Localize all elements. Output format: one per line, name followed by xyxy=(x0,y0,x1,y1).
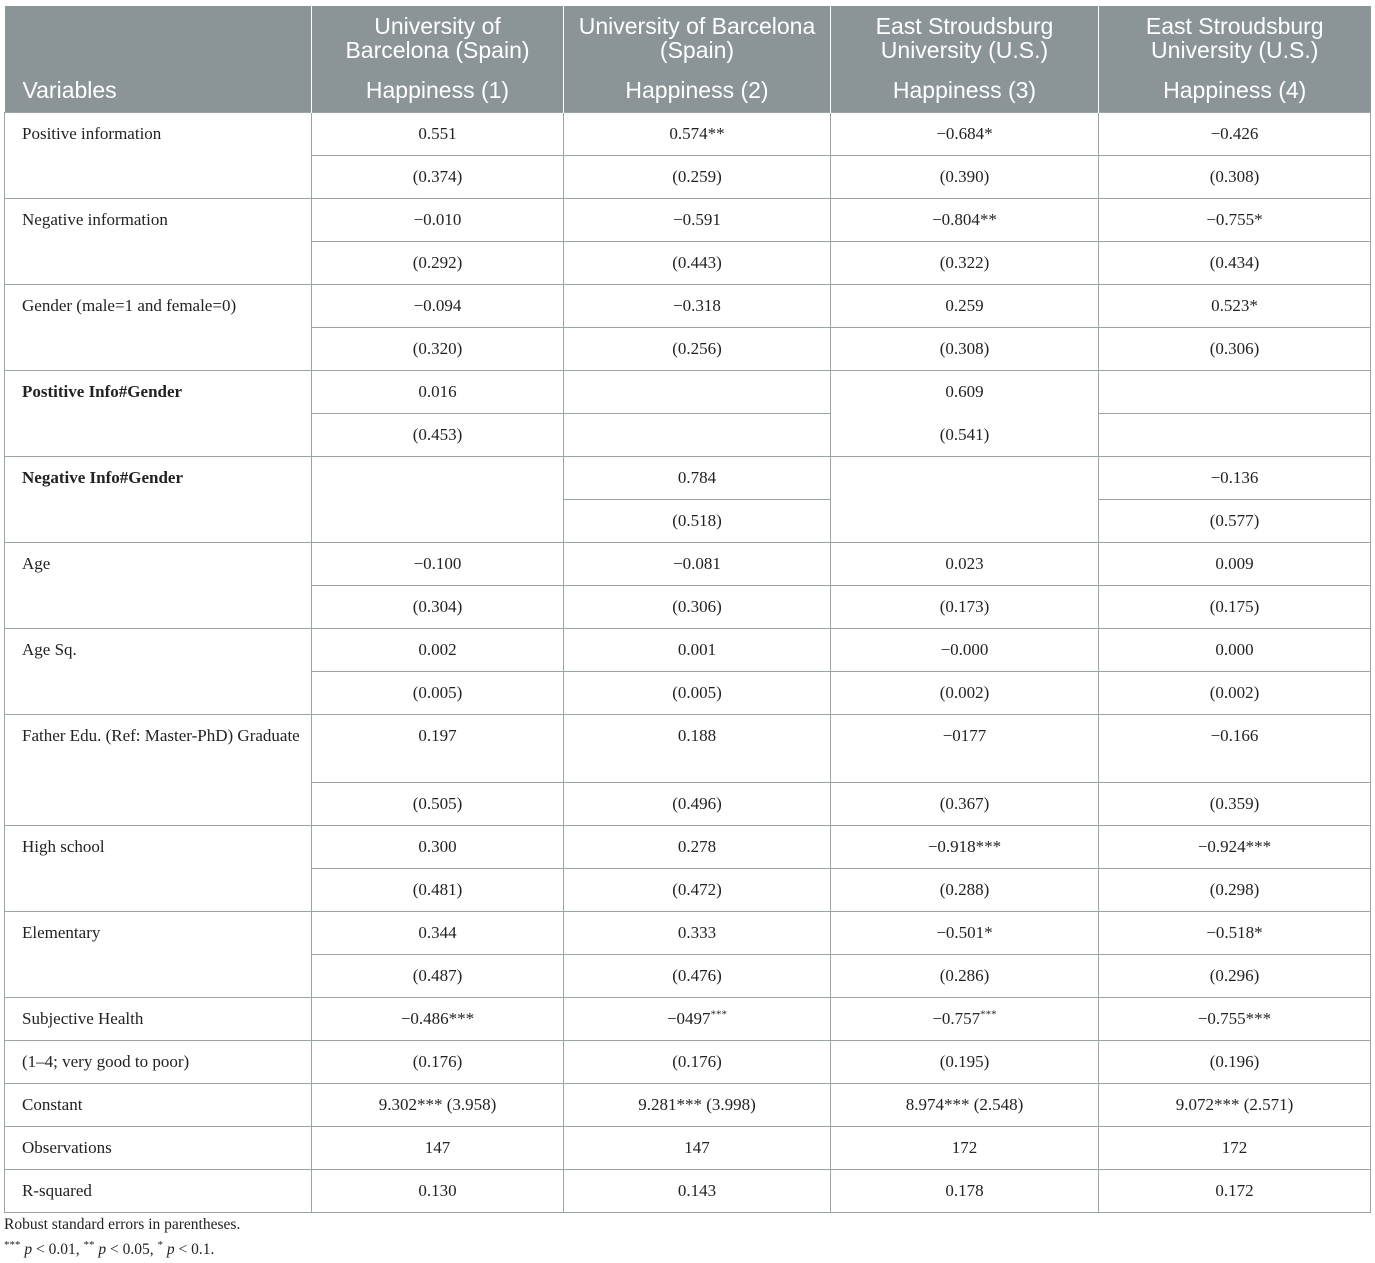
coef-cell: 0.344 xyxy=(312,912,564,955)
coef-cell: −0.000 xyxy=(831,629,1099,672)
coef-cell: 0.333 xyxy=(564,912,831,955)
regression-table-container xyxy=(4,6,1370,1213)
se-cell: (0.005) xyxy=(312,672,564,715)
row-label: Gender (male=1 and female=0) xyxy=(5,285,312,371)
se-cell: (0.476) xyxy=(564,955,831,998)
table-row xyxy=(5,629,1371,672)
coef-cell: −0.010 xyxy=(312,199,564,242)
se-cell: (0.259) xyxy=(564,156,831,199)
coef-cell: 0.023 xyxy=(831,543,1099,586)
coef-cell: −0177 xyxy=(831,715,1099,783)
se-cell: (0.518) xyxy=(564,500,831,543)
coef-cell xyxy=(831,457,1099,500)
coef-cell: −0.426 xyxy=(1099,113,1371,156)
coef-cell xyxy=(1099,371,1371,414)
table-row xyxy=(5,715,1371,783)
coef-cell: 0.523* xyxy=(1099,285,1371,328)
se-cell: (0.304) xyxy=(312,586,564,629)
se-cell: (0.195) xyxy=(831,1041,1099,1084)
value-cell: 0.143 xyxy=(564,1170,831,1213)
value-cell: 9.281*** (3.998) xyxy=(564,1084,831,1127)
se-cell: (0.298) xyxy=(1099,869,1371,912)
se-cell: (0.292) xyxy=(312,242,564,285)
coef-cell: −0.100 xyxy=(312,543,564,586)
row-label: Positive information xyxy=(5,113,312,199)
se-cell: (0.286) xyxy=(831,955,1099,998)
header-col-1 xyxy=(312,6,564,113)
value-cell: 172 xyxy=(831,1127,1099,1170)
table-row xyxy=(5,1170,1371,1213)
se-cell: (0.288) xyxy=(831,869,1099,912)
header-university: University of Barcelona (Spain) xyxy=(578,13,816,63)
se-cell xyxy=(312,500,564,543)
coef-cell: −0.591 xyxy=(564,199,831,242)
header-university: East Stroudsburg University (U.S.) xyxy=(875,13,1054,63)
se-cell: (0.322) xyxy=(831,242,1099,285)
row-label: Negative information xyxy=(5,199,312,285)
regression-table xyxy=(4,6,1371,1213)
value-cell: 147 xyxy=(564,1127,831,1170)
se-cell: (0.443) xyxy=(564,242,831,285)
coef-cell: 0.001 xyxy=(564,629,831,672)
header-model: Happiness (1) xyxy=(365,77,510,103)
row-label: Constant xyxy=(5,1084,312,1127)
se-cell: (0.481) xyxy=(312,869,564,912)
se-cell: (0.359) xyxy=(1099,783,1371,826)
coef-cell: −0.804** xyxy=(831,199,1099,242)
coef-cell: 0.278 xyxy=(564,826,831,869)
se-cell: (0.296) xyxy=(1099,955,1371,998)
row-label: Age xyxy=(5,543,312,629)
table-row xyxy=(5,113,1371,156)
se-cell xyxy=(1099,414,1371,457)
se-cell: (0.173) xyxy=(831,586,1099,629)
se-cell: (0.176) xyxy=(312,1041,564,1084)
coef-cell: −0.924*** xyxy=(1099,826,1371,869)
row-label: Subjective Health xyxy=(5,998,312,1041)
row-label: R-squared xyxy=(5,1170,312,1213)
header-university: University of Barcelona (Spain) xyxy=(345,13,530,63)
row-label: Negative Info#Gender xyxy=(5,457,312,543)
se-cell: (0.002) xyxy=(831,672,1099,715)
table-row xyxy=(5,1084,1371,1127)
se-cell: (0.367) xyxy=(831,783,1099,826)
table-footnote xyxy=(4,1212,240,1262)
se-cell: (0.005) xyxy=(564,672,831,715)
coef-cell: −0497*** xyxy=(564,998,831,1041)
header-col-4 xyxy=(1099,6,1371,113)
se-cell: (0.320) xyxy=(312,328,564,371)
coef-cell: 0.259 xyxy=(831,285,1099,328)
coef-cell: 0.300 xyxy=(312,826,564,869)
se-cell: (0.487) xyxy=(312,955,564,998)
se-cell: (0.577) xyxy=(1099,500,1371,543)
table-row xyxy=(5,199,1371,242)
se-cell: (0.196) xyxy=(1099,1041,1371,1084)
se-cell: (0.505) xyxy=(312,783,564,826)
coef-cell xyxy=(564,371,831,414)
header-col-3 xyxy=(831,6,1099,113)
header-col-2 xyxy=(564,6,831,113)
coef-cell: 0.551 xyxy=(312,113,564,156)
header-model: Happiness (3) xyxy=(892,77,1037,103)
row-label-continued: (1–4; very good to poor) xyxy=(5,1041,312,1084)
value-cell: 0.172 xyxy=(1099,1170,1371,1213)
row-label: Age Sq. xyxy=(5,629,312,715)
value-cell: 0.178 xyxy=(831,1170,1099,1213)
coef-cell: 0.784 xyxy=(564,457,831,500)
coef-cell: −0.081 xyxy=(564,543,831,586)
se-cell xyxy=(564,414,831,457)
table-row xyxy=(5,1127,1371,1170)
coef-cell: 0.197 xyxy=(312,715,564,783)
se-cell: (0.175) xyxy=(1099,586,1371,629)
se-cell: (0.496) xyxy=(564,783,831,826)
header-row xyxy=(5,6,1371,113)
se-cell: (0.541) xyxy=(831,414,1099,457)
header-variables: Variables xyxy=(5,6,312,113)
value-cell: 9.072*** (2.571) xyxy=(1099,1084,1371,1127)
coef-cell: 0.016 xyxy=(312,371,564,414)
coef-cell: −0.318 xyxy=(564,285,831,328)
coef-cell: 0.002 xyxy=(312,629,564,672)
se-cell: (0.176) xyxy=(564,1041,831,1084)
value-cell: 0.130 xyxy=(312,1170,564,1213)
se-cell: (0.434) xyxy=(1099,242,1371,285)
table-row xyxy=(5,457,1371,500)
row-label: Observations xyxy=(5,1127,312,1170)
se-cell: (0.390) xyxy=(831,156,1099,199)
se-cell xyxy=(831,500,1099,543)
coef-cell: 0.574** xyxy=(564,113,831,156)
table-row xyxy=(5,912,1371,955)
table-row xyxy=(5,371,1371,414)
se-cell: (0.308) xyxy=(831,328,1099,371)
value-cell: 147 xyxy=(312,1127,564,1170)
footnote-robust-se: Robust standard errors in parentheses. xyxy=(4,1216,241,1233)
coef-cell: −0.755* xyxy=(1099,199,1371,242)
coef-cell: −0.486*** xyxy=(312,998,564,1041)
se-cell: (0.472) xyxy=(564,869,831,912)
value-cell: 9.302*** (3.958) xyxy=(312,1084,564,1127)
coef-cell: 0.188 xyxy=(564,715,831,783)
table-row xyxy=(5,998,1371,1041)
table-row xyxy=(5,543,1371,586)
row-label: Elementary xyxy=(5,912,312,998)
coef-cell: 0.000 xyxy=(1099,629,1371,672)
coef-cell: −0.755*** xyxy=(1099,998,1371,1041)
table-row xyxy=(5,826,1371,869)
row-label: High school xyxy=(5,826,312,912)
coef-cell: −0.684* xyxy=(831,113,1099,156)
coef-cell: 0.009 xyxy=(1099,543,1371,586)
footnote-significance: *** p < 0.01, ** p < 0.05, * p < 0.1. xyxy=(4,1238,215,1258)
coef-cell xyxy=(312,457,564,500)
coef-cell: −0.918*** xyxy=(831,826,1099,869)
coef-cell: 0.609 xyxy=(831,371,1099,414)
se-cell: (0.308) xyxy=(1099,156,1371,199)
se-cell: (0.374) xyxy=(312,156,564,199)
value-cell: 172 xyxy=(1099,1127,1371,1170)
table-row xyxy=(5,285,1371,328)
row-label: Postitive Info#Gender xyxy=(5,371,312,457)
se-cell: (0.306) xyxy=(564,586,831,629)
se-cell: (0.002) xyxy=(1099,672,1371,715)
value-cell: 8.974*** (2.548) xyxy=(831,1084,1099,1127)
header-model: Happiness (4) xyxy=(1163,77,1307,103)
coef-cell: −0.166 xyxy=(1099,715,1371,783)
table-row xyxy=(5,1041,1371,1084)
coef-cell: −0.094 xyxy=(312,285,564,328)
coef-cell: −0.757*** xyxy=(831,998,1099,1041)
header-model: Happiness (2) xyxy=(625,77,769,103)
row-label: Father Edu. (Ref: Master-PhD) Graduate xyxy=(5,715,312,826)
coef-cell: −0.501* xyxy=(831,912,1099,955)
se-cell: (0.306) xyxy=(1099,328,1371,371)
se-cell: (0.453) xyxy=(312,414,564,457)
header-university: East Stroudsburg University (U.S.) xyxy=(1145,13,1324,63)
coef-cell: −0.518* xyxy=(1099,912,1371,955)
coef-cell: −0.136 xyxy=(1099,457,1371,500)
se-cell: (0.256) xyxy=(564,328,831,371)
